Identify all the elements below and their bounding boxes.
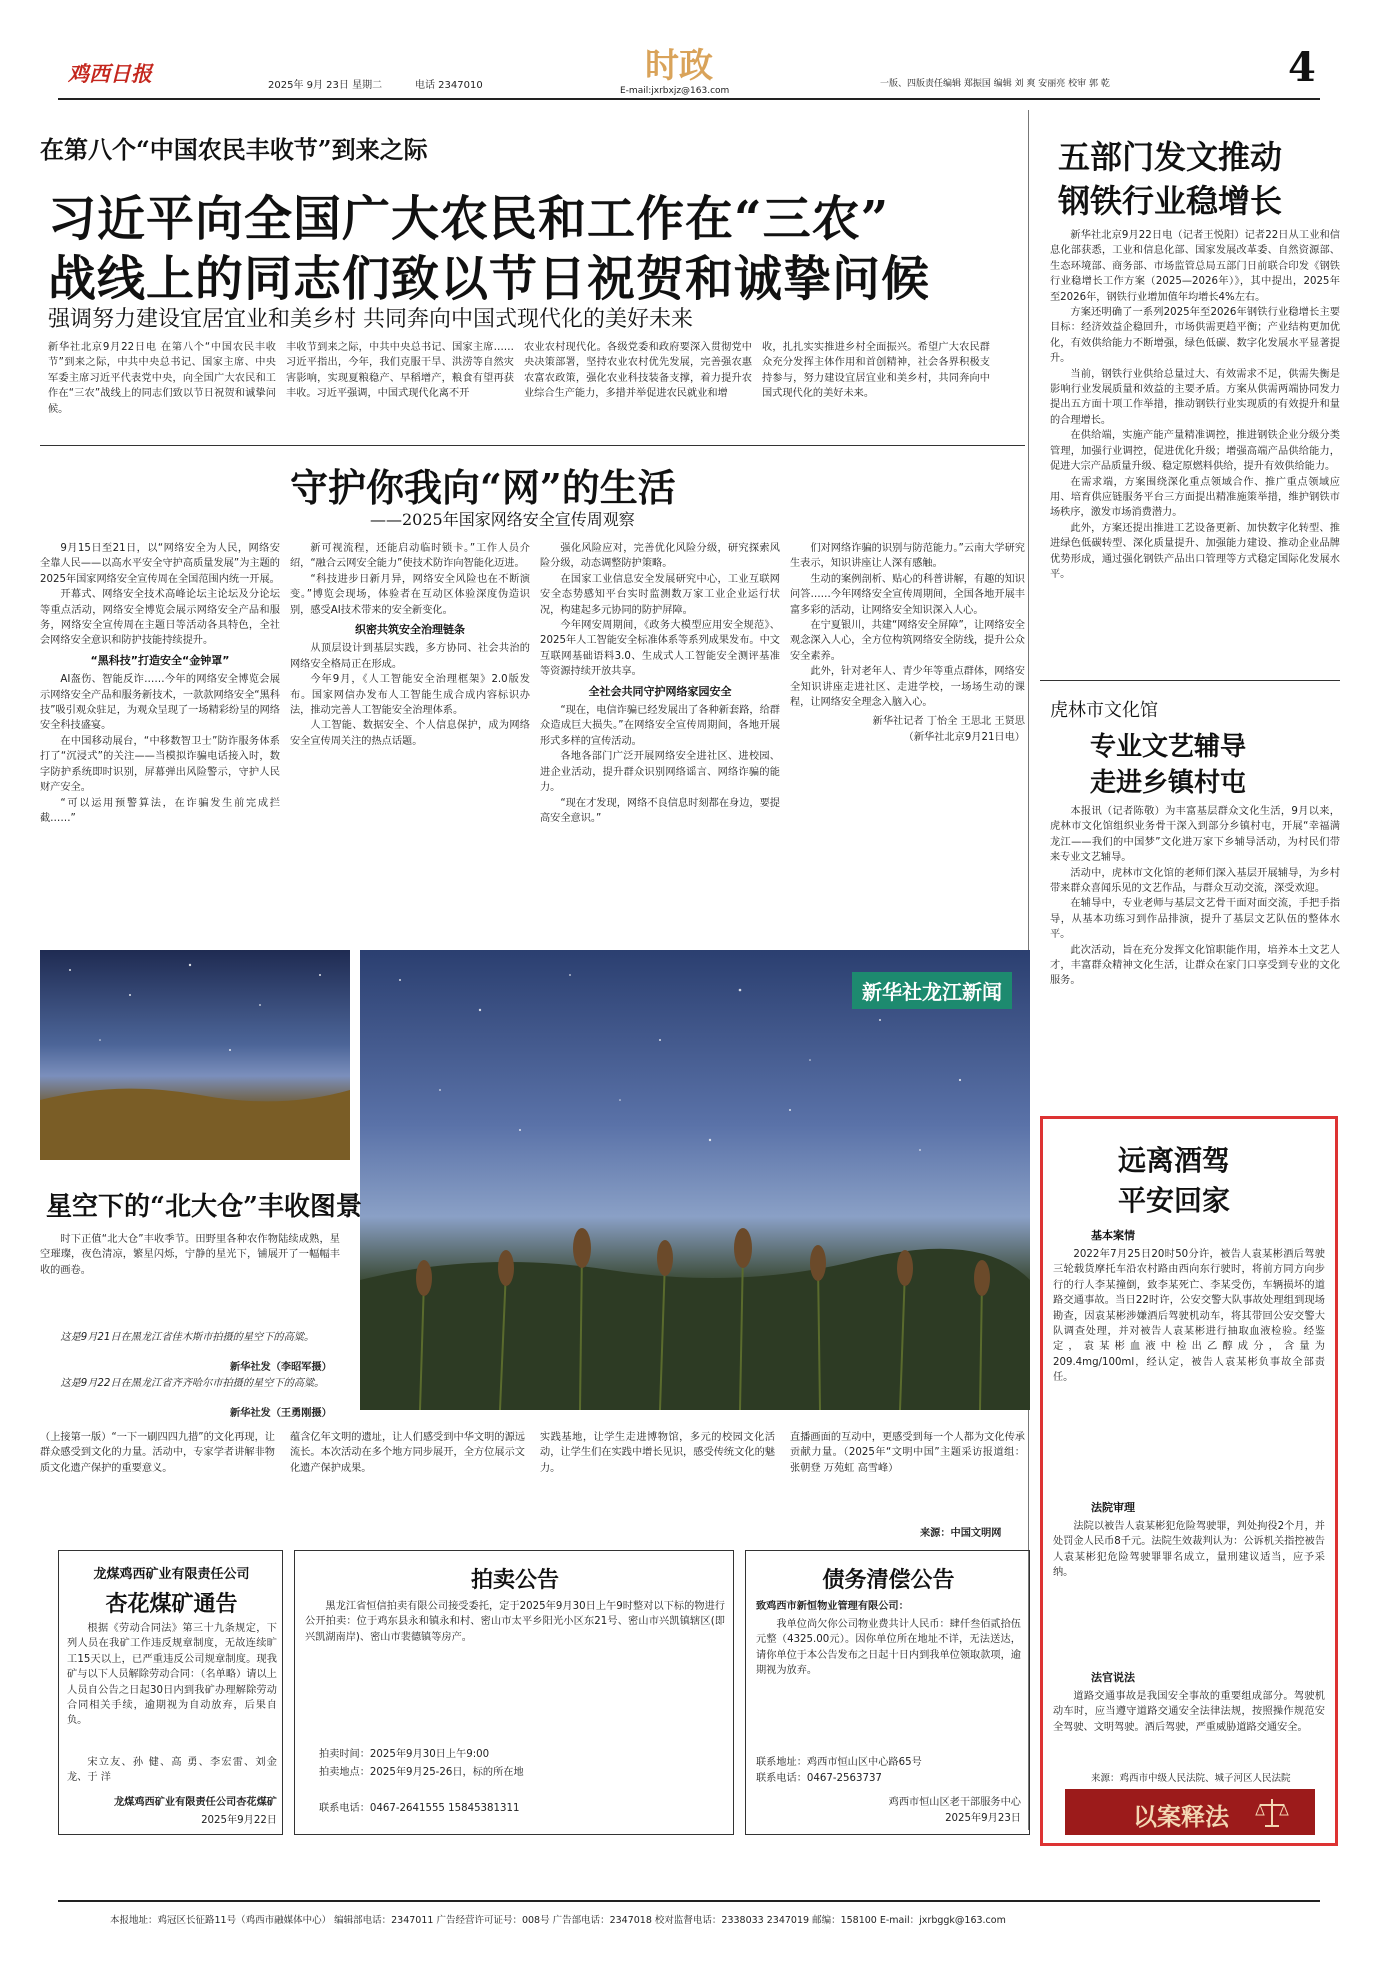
cyber-para: 强化风险应对，完善优化风险分级，研究探索风险分级，动态调整防护策略。	[540, 543, 780, 570]
steel-title-1: 五部门发文推动	[1058, 138, 1283, 176]
notice-debt-phone: 联系电话：0467-2563737	[756, 1773, 882, 1784]
cyber-para: 各地各部门广泛开展网络安全进社区、进校园、进企业活动，提升群众识别网络谣言、网络诈骗的能力。	[540, 751, 780, 794]
masthead-editors: 一版、四版责任编辑 郑振国 编辑 刘 爽 安丽亮 校审 郭 乾	[880, 79, 1110, 89]
continued-article	[40, 1430, 1030, 1545]
steel-para: 此外，方案还提出推进工艺设备更新、加快数字化转型、推进绿色低碳转型、深化质量提升、加强能力建设、推动企业品牌优势形成，通过强化钢铁产品出口管理等方式稳定国际化发展水平。	[1050, 522, 1340, 580]
law-badge-label: 以案释法	[1133, 1802, 1229, 1831]
notice-debt-signature: 鸡西市恒山区老干部服务中心	[888, 1797, 1021, 1808]
cyber-col-1	[40, 541, 280, 915]
law-section-2-text: 法院以被告人袁某彬犯危险驾驶罪，判处拘役2个月，并处罚金人民币8千元。法院生效裁判认为：公诉机关指控被告人袁某彬犯危险驾驶罪罪名成立，量刑建议适当，应予采纳。	[1053, 1521, 1325, 1579]
notice-coalmine-org: 龙煤鸡西矿业有限责任公司	[93, 1567, 250, 1582]
masthead-email: E-mail:jxrbxjz@163.com	[620, 86, 730, 96]
notice-debt-date: 2025年9月23日	[945, 1813, 1021, 1824]
lead-story	[40, 110, 1040, 490]
notice-auction-time: 拍卖时间：2025年9月30日上午9:00	[319, 1749, 490, 1760]
lead-headline-1: 习近平向全国广大农民和工作在“三农”	[48, 191, 890, 247]
lead-col-3: 农业农村现代化。各级党委和政府要深入贯彻党中央决策部署，坚持农业农村优先发展，完善强农惠农富农政策，强化农业科技装备支撑，着力提升农业综合生产能力，多措并举促进农民就业和增	[524, 342, 752, 400]
law-source: 来源：鸡西市中级人民法院、城子河区人民法院	[1091, 1773, 1291, 1784]
photo-credit-1-text: 这是9月21日在黑龙江省佳木斯市拍摄的星空下的高粱。	[60, 1332, 315, 1343]
cyber-para: “现在才发现，网络不良信息时刻都在身边，要提高安全意识。”	[540, 797, 780, 824]
cyber-para: “现在，电信诈骗已经发展出了各种新套路，给群众造成巨大损失。”在网络安全宣传周期间，各地开展形式多样的宣传活动。	[540, 705, 780, 747]
notice-auction-place: 拍卖地点：2025年9月25-26日，标的所在地	[319, 1767, 524, 1778]
notice-coalmine-signature: 龙煤鸡西矿业有限责任公司杏花煤矿	[114, 1797, 277, 1808]
cyber-article	[40, 445, 1030, 925]
cyber-para: 人工智能、数据安全、个人信息保护，成为网络安全宣传周关注的热点话题。	[290, 720, 530, 747]
law-title-1: 远离酒驾	[1118, 1144, 1231, 1177]
notice-debt	[745, 1550, 1030, 1835]
cyber-col-3	[540, 541, 780, 915]
notice-coalmine-names: 宋立友、孙 健、高 勇、李宏雷、刘金龙、于 洋	[67, 1757, 277, 1784]
cyber-subtitle: ——2025年国家网络安全宣传周观察	[370, 510, 635, 529]
cyber-para: 在宁夏银川，共建“网络安全屏障”，让网络安全观念深入人心，全方位构筑网络安全防线，提升公众安全素养。	[790, 620, 1025, 662]
law-section-3: 法官说法	[1091, 1671, 1135, 1684]
culture-para: 此次活动，旨在充分发挥文化馆职能作用，培养本土文艺人才，丰富群众精神文化生活，让群众在家门口享受到专业的文化服务。	[1050, 944, 1340, 987]
steel-divider	[1040, 680, 1340, 681]
cyber-col-4	[790, 541, 1025, 915]
lead-col-4: 收，扎扎实实推进乡村全面振兴。希望广大农民群众充分发挥主体作用和首创精神，社会各界积极支持参与，努力建设宜居宜业和美乡村，共同奔向中国式现代化的美好未来。	[762, 342, 990, 400]
cyber-para: 9月15日至21日，以“网络安全为人民，网络安全靠人民——以高水平安全守护高质量发展”为主题的2025年国家网络安全宣传周在全国范围内统一开展。	[40, 543, 280, 585]
law-section-1: 基本案情	[1091, 1229, 1135, 1242]
notice-auction	[294, 1550, 734, 1835]
culture-article	[1040, 688, 1340, 1058]
lead-headline-2: 战线上的同志们致以节日祝贺和诚挚问候	[48, 251, 931, 307]
continued-source: 来源：中国文明网	[920, 1528, 1002, 1539]
notice-coalmine-date: 2025年9月22日	[201, 1815, 277, 1826]
cyber-para: 从顶层设计到基层实践，多方协同、社会共治的网络安全格局正在形成。	[290, 643, 530, 670]
cyber-top-rule	[40, 445, 1025, 446]
notice-debt-contact: 联系地址：鸡西市恒山区中心路65号	[756, 1757, 922, 1768]
notice-auction-text: 黑龙江省恒信拍卖有限公司接受委托，定于2025年9月30日上午9时整对以下标的物进行公开拍卖：位于鸡东县永和镇永和村、密山市太平乡阳光小区东21号、密山市兴凯镇辖区(即兴凯湖南岸)、密山市裴德镇等房产。	[305, 1601, 725, 1643]
continued-col-1: （上接第一版）“一下一刷四四九措”的文化再现，让群众感受到文化的力量。活动中，专家学者讲解非物质文化遗产保护的重要意义。	[40, 1432, 275, 1474]
cyber-para: AI盔伤、智能反诈……今年的网络安全博览会展示网络安全产品和服务新技术，一款款网络安全“黑科技”吸引观众驻足，为观众呈现了一场精彩纷呈的网络安全科技盛宴。	[40, 674, 280, 732]
photo-tag-label: 新华社龙江新闻	[862, 980, 1002, 1004]
section-title: 时政	[645, 46, 713, 86]
steel-para: 新华社北京9月22日电（记者王悦阳）记者22日从工业和信息化部获悉，工业和信息化部、国家发展改革委、自然资源部、生态环境部、商务部、市场监管总局五部门日前联合印发《钢铁行业稳增长工作方案（2025—2026年）》，其中提出，2025年至2026年，钢铁行业增加值年均增长4%左右。	[1050, 230, 1340, 303]
photo-title: 星空下的“北大仓”丰收图景	[46, 1192, 362, 1222]
culture-title-1: 专业文艺辅导	[1090, 732, 1247, 762]
continued-col-2: 蕴含亿年文明的遗址，让人们感受到中华文明的源远流长。本次活动在多个地方同步展开，全方位展示文化遗产保护成果。	[290, 1432, 525, 1474]
notice-coalmine-text: 根据《劳动合同法》第三十九条规定，下列人员在我矿工作违反规章制度，无故连续旷工15天以上，已严重违反公司规章制度。现我矿与以下人员解除劳动合同：（名单略）请以上人员自公告之日起30日内到我矿办理解除劳动合同相关手续，逾期视为自动放弃，后果自负。	[67, 1623, 277, 1727]
masthead	[0, 0, 1377, 100]
masthead-phone: 电话 2347010	[415, 80, 483, 91]
steel-title-2: 钢铁行业稳增长	[1058, 182, 1283, 220]
lead-col-1: 新华社北京9月22日电 在第八个“中国农民丰收节”到来之际，中共中央总书记、国家主席、中央军委主席习近平代表党中央，向全国广大农民和工作在“三农”战线上的同志们致以节日祝贺和诚挚问候。	[48, 342, 276, 415]
photo-credit-2-text: 这是9月22日在黑龙江省齐齐哈尔市拍摄的星空下的高粱。	[60, 1378, 325, 1389]
culture-para: 本报讯（记者陈敬）为丰富基层群众文化生活，9月以来，虎林市文化馆组织业务骨干深入到部分乡镇村屯，开展“幸福满龙江——我们的中国梦”文化进万家下乡辅导活动，为村民们带来专业文艺辅导。	[1050, 806, 1340, 864]
steel-para: 方案还明确了一系列2025年至2026年钢铁行业稳增长主要目标：经济效益企稳回升，市场供需更趋平衡；产业结构更加优化，有效供给能力不断增强，绿色低碳、数字化发展水平显著提升。	[1050, 307, 1340, 365]
photo-caption: 时下正值“北大仓”丰收季节。田野里各种农作物陆续成熟，星空璀璨，夜色清凉，繁星闪烁，宁静的星光下，铺展开了一幅幅丰收的画卷。	[40, 1234, 340, 1276]
cyber-subhead-3: 全社会共同守护网络家园安全	[588, 684, 732, 698]
photo-tag	[852, 972, 1012, 1009]
cyber-para: 今年网安周期间，《政务大模型应用安全规范》、2025年人工智能安全标准体系等系列成果发布。中文互联网基础语料3.0、生成式人工智能安全测评基准等资源持续开放共享。	[540, 620, 780, 678]
cyber-para: 今年9月，《人工智能安全治理框架》2.0版发布。国家网信办发布人工智能生成合成内容标识办法，推动完善人工智能安全治理体系。	[290, 674, 530, 717]
paper-name: 鸡西日报	[68, 61, 152, 86]
culture-title-2: 走进乡镇村屯	[1090, 768, 1247, 798]
notice-debt-text: 我单位尚欠你公司物业费共计人民币：肆仟叁佰贰拾伍元整（4325.00元）。因你单位所在地址不详，无法送达，请你单位于本公告发布之日起十日内到我单位领取款项，逾期视为放弃。	[756, 1619, 1021, 1677]
photo-credit-1: 新华社发（李昭军摄）	[230, 1362, 332, 1373]
masthead-date: 2025年 9月 23日 星期二	[268, 80, 383, 91]
notice-coalmine	[58, 1550, 283, 1835]
cyber-col-2	[290, 541, 530, 915]
masthead-rule	[58, 98, 1320, 100]
law-title-2: 平安回家	[1118, 1184, 1231, 1217]
lead-kicker: 在第八个“中国农民丰收节”到来之际	[40, 135, 428, 164]
cyber-para: 生动的案例剖析、贴心的科普讲解，有趣的知识问答……今年网络安全宣传周期间，全国各地开展丰富多彩的活动，让网络安全知识深入人心。	[790, 573, 1025, 616]
law-section-2: 法院审理	[1091, 1501, 1135, 1514]
steel-article	[1040, 110, 1340, 630]
culture-para: 活动中，虎林市文化馆的老师们深入基层开展辅导，为乡村带来群众喜闻乐见的文艺作品，与群众互动交流，深受欢迎。	[1050, 867, 1340, 895]
law-section-1-text: 2022年7月25日20时50分许，被告人袁某彬酒后驾驶三轮载货摩托车沿农村路由西向东行驶时，将前方同方向步行的行人李某撞倒，致李某死亡、李某受伤，车辆损坏的道路交通事故。当日22时许，公安交警大队事故处理组到现场勘查，因袁某彬涉嫌酒后驾驶机动车，将其带回公安交警大队调查处理，并对被告人袁某彬进行抽取血液检验。经鉴定，袁某彬血液中检出乙醇成分，含量为209.4mg/100ml，经认定，被告人袁某彬负事故全部责任。	[1053, 1249, 1325, 1384]
footer-info: 本报地址：鸡冠区长征路11号（鸡西市融媒体中心） 编辑部电话：2347011 广告经营许可证号：008号 广告部电话：2347018 校对监督电话：2338033 2347019 邮编：158100 E-mail：jxrbggk@163.com	[110, 1915, 1006, 1926]
cyber-para: 此外，针对老年人、青少年等重点群体，网络安全知识讲座走进社区、走进学校，一场场生动的课程，让网络安全理念入脑入心。	[790, 666, 1025, 709]
notice-auction-title: 拍卖公告	[470, 1567, 559, 1593]
notice-debt-title: 债务清偿公告	[822, 1567, 955, 1593]
cyber-para: 新可视流程，还能启动临时锁卡。”工作人员介绍，“融合云网安全能力”使技术防诈向智能化迈进。	[290, 543, 530, 570]
lead-col-2: 丰收节到来之际，中共中央总书记、国家主席……习近平指出，今年，我们克服干旱、洪涝等自然灾害影响，实现夏粮稳产、早稻增产，粮食有望再获丰收。习近平强调，中国式现代化离不开	[286, 342, 514, 400]
law-box	[1040, 1116, 1338, 1846]
cyber-para: 在国家工业信息安全发展研究中心，工业互联网安全态势感知平台实时监测数万家工业企业运行状况，构建起多元协同的防护屏障。	[540, 573, 780, 616]
notice-debt-to: 致鸡西市新恒物业管理有限公司：	[756, 1601, 909, 1612]
scales-icon	[1255, 1797, 1289, 1829]
cyber-subhead-2: 织密共筑安全治理链条	[355, 623, 465, 637]
lead-subheadline: 强调努力建设宜居宜业和美乡村 共同奔向中国式现代化的美好未来	[48, 307, 693, 332]
footer-rule	[58, 1900, 1320, 1902]
steel-para: 在需求端，方案围绕深化重点领域合作、推广重点领域应用、培育供应链服务平台三方面提出精准施策举措，维护钢铁市场秩序，激发市场消费潜力。	[1050, 476, 1340, 519]
cyber-para: 开幕式、网络安全技术高峰论坛主论坛及分论坛等重点活动，网络安全博览会展示网络安全产品和服务，网络安全宣传周在主题日等活动各具特色，全社会网络安全意识和防护技能持续提升。	[40, 589, 280, 647]
continued-col-3: 实践基地，让学生走进博物馆，多元的校园文化活动，让学生们在实践中增长见识，感受传统文化的魅力。	[540, 1432, 775, 1474]
cyber-para: 在中国移动展台，“中移数智卫士”防诈服务体系打了“沉浸式”的关注——当模拟诈骗电话接入时，数字防护系统即时识别，屏幕弹出风险警示，守护人民财产安全。	[40, 735, 280, 794]
notice-coalmine-title: 杏花煤矿通告	[105, 1591, 238, 1617]
photo-credit-2: 新华社发（王勇刚摄）	[230, 1408, 332, 1419]
continued-col-4: 直播画面的互动中，更感受到每一个人都为文化传承贡献力量。（2025年“文明中国”主题采访报道组：张朝登 万苑虹 高雪峰）	[790, 1432, 1025, 1474]
page-number: 4	[1288, 44, 1316, 91]
starry-sky-photo-main	[360, 950, 1030, 1410]
photo-feature	[40, 950, 1030, 1425]
steel-body	[1050, 228, 1340, 668]
culture-para: 在辅导中，专业老师与基层文艺骨干面对面交流，手把手指导，从基本功练习到作品排演，提升了基层文艺队伍的整体水平。	[1050, 898, 1340, 941]
steel-para: 当前，钢铁行业供给总量过大、有效需求不足，供需失衡是影响行业发展质量和效益的主要矛盾。方案从供需两端协同发力提出五方面十项工作举措，推动钢铁行业实现质的有效提升和量的合理增长。	[1050, 368, 1340, 426]
cyber-para: “科技进步日新月异，网络安全风险也在不断演变。”博览会现场，体验者在互动区体验深度伪造识别，感受AI技术带来的安全新变化。	[290, 573, 530, 616]
starry-sky-photo-inset	[40, 950, 350, 1160]
steel-para: 在供给端，实施产能产量精准调控，推进钢铁企业分级分类管理，加强行业调控，促进优化升级；增强高端产品供给能力，促进大宗产品质量升级、稳定原燃料供给，提升有效供给能力。	[1050, 430, 1340, 473]
culture-kicker: 虎林市文化馆	[1050, 700, 1158, 721]
law-section-3-text: 道路交通事故是我国安全事故的重要组成部分。驾驶机动车时，应当遵守道路交通安全法律法规，按照操作规范安全驾驶、文明驾驶。酒后驾驶，严重威胁道路交通安全。	[1053, 1691, 1325, 1733]
cyber-byline: 新华社记者 丁怡全 王思北 王贤思	[872, 716, 1025, 728]
cyber-para: 们对网络诈骗的识别与防范能力。”云南大学研究生表示，知识讲座让人深有感触。	[790, 543, 1025, 570]
cyber-dateline: （新华社北京9月21日电）	[903, 731, 1025, 743]
cyber-title: 守护你我向“网”的生活	[290, 465, 676, 510]
law-badge	[1065, 1789, 1315, 1835]
notice-auction-phone: 联系电话：0467-2641555 15845381311	[319, 1803, 520, 1814]
cyber-subhead-1: “黑科技”打造安全“金钟罩”	[90, 653, 230, 667]
cyber-para: “可以运用预警算法，在诈骗发生前完成拦截……”	[40, 797, 280, 824]
